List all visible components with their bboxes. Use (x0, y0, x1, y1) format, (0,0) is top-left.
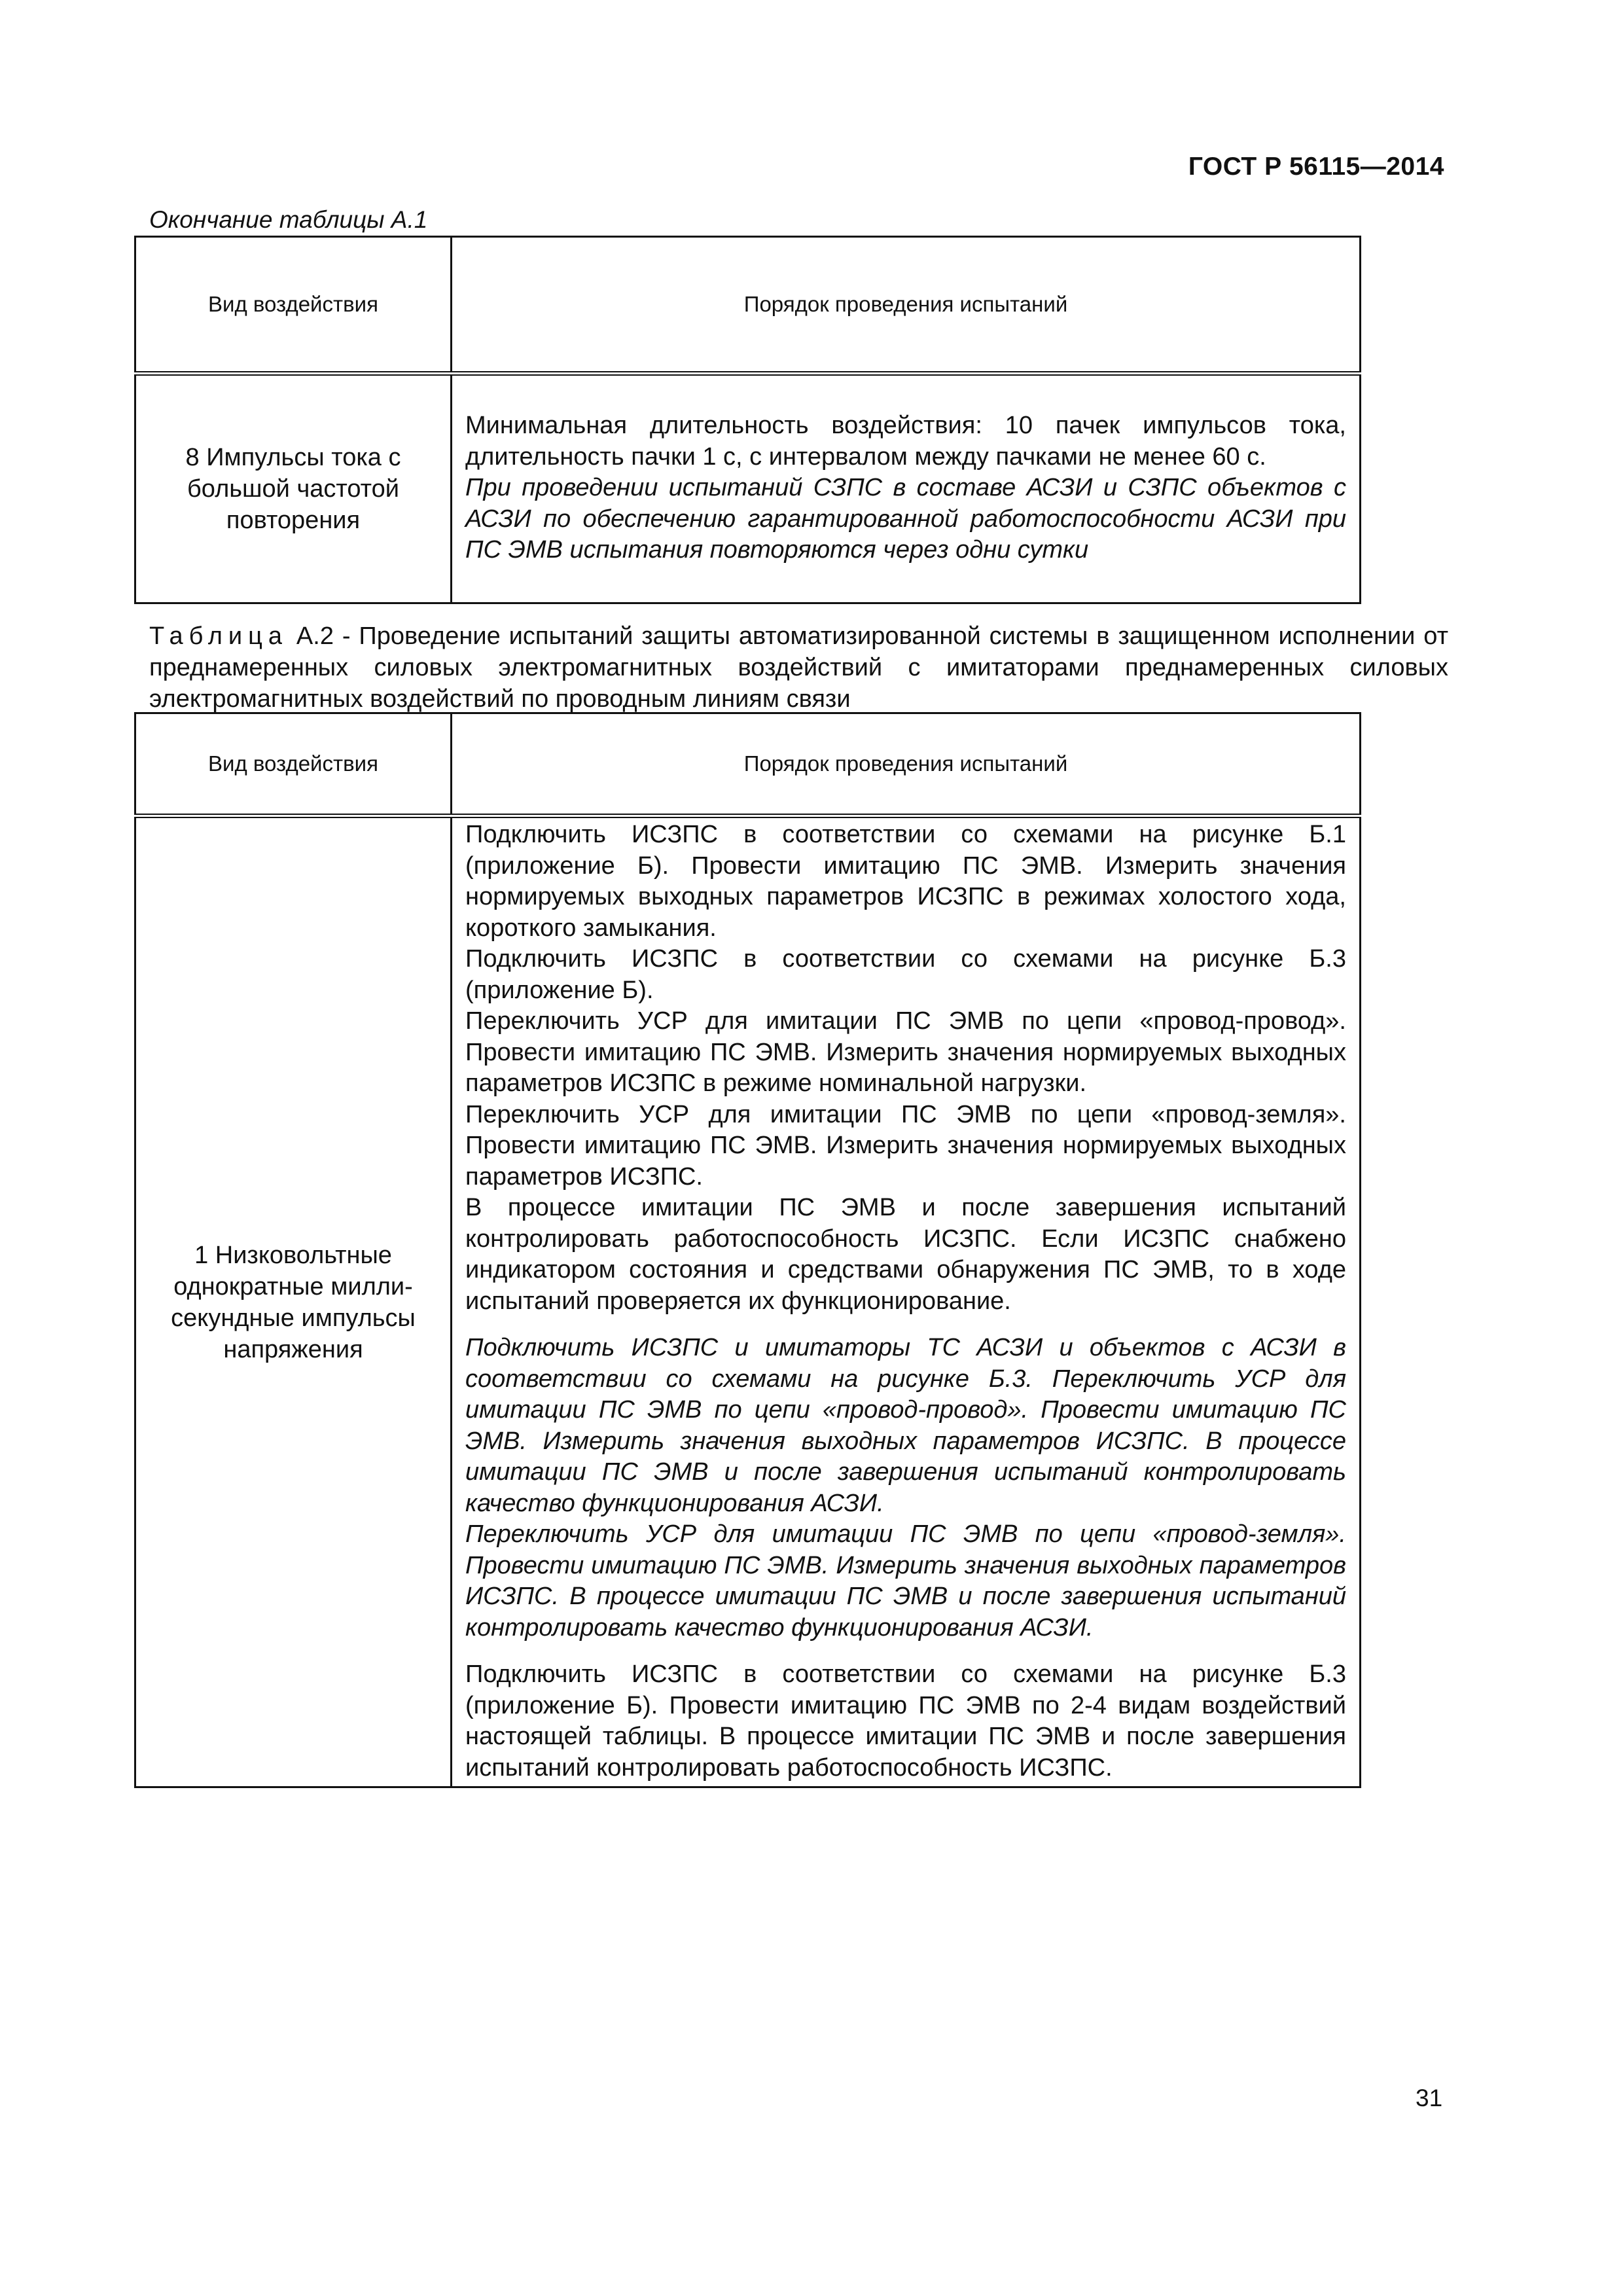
column-header-kind: Вид воздействия (135, 237, 452, 374)
standard-code: ГОСТ Р 56115—2014 (1188, 152, 1444, 181)
procedure-paragraph: В процессе имитации ПС ЭМВ и после завершения испытаний контролировать работоспособность ИСЗПС. Если ИСЗПС снабжено индикатором состояния и средствами обнаружения ПС ЭМВ, то в ходе испытаний проверяется их функционирование. (465, 1194, 1346, 1315)
table-header-row (135, 237, 1361, 374)
paragraph-gap (465, 1643, 1346, 1659)
table-a1-end (134, 236, 1361, 604)
page-number: 31 (1416, 2085, 1443, 2111)
paragraph-gap (465, 1317, 1346, 1333)
procedure-paragraph-italic: Подключить ИСЗПС и имитаторы ТС АСЗИ и объектов с АСЗИ в соответствии со схемами на рисунке Б.3. Переключить УСР для имитации ПС ЭМВ по цепи «провод-провод». Провести имитацию ПС ЭМВ. Измерить значения выходных параметров ИСЗПС. В процессе имитации ПС ЭМВ и после завершения испытаний контролировать качество функционирования АСЗИ. (465, 1334, 1346, 1517)
procedure-paragraph: Переключить УСР для имитации ПС ЭМВ по цепи «провод-земля». Провести имитацию ПС ЭМВ. Измерить значения нормируемых выходных параметров ИСЗПС. (465, 1100, 1346, 1191)
procedure-paragraph-italic: Переключить УСР для имитации ПС ЭМВ по цепи «провод-земля». Провести имитацию ПС ЭМВ. Измерить значения выходных параметров ИСЗПС. В процессе имитации ПС ЭМВ и после завершения испытаний контролировать качество функционирования АСЗИ. (465, 1520, 1346, 1641)
impact-kind-cell: 8 Импульсы тока с большой частотой повторения (135, 374, 452, 603)
column-header-kind: Вид воздействия (135, 713, 452, 816)
procedure-paragraph: Подключить ИСЗПС в соответствии со схемами на рисунке Б.3 (приложение Б). (465, 945, 1346, 1004)
column-header-procedure: Порядок проведения испытаний (452, 713, 1361, 816)
procedure-paragraph: Минимальная длительность воздействия: 10 пачек импульсов тока, длительность пачки 1 с, с интервалом между пачками не менее 60 с. (465, 412, 1346, 471)
table-title-text: А.2 - Проведение испытаний защиты автоматизированной системы в защищенном исполнении от преднамеренных силовых электромагнитных воздействий с имитаторами преднамеренных силовых электромагнитных воздействий по проводным линиям связи (149, 622, 1448, 713)
procedure-cell (452, 816, 1361, 1787)
table-header-row (135, 713, 1361, 816)
procedure-paragraph: Подключить ИСЗПС в соответствии со схемами на рисунке Б.3 (приложение Б). Провести имитацию ПС ЭМВ по 2-4 видам воздействий настоящей таблицы. В процессе имитации ПС ЭМВ и после завершения испытаний контролировать работоспособность ИСЗПС. (465, 1660, 1346, 1782)
table-a2 (134, 712, 1361, 1788)
procedure-paragraph: Подключить ИСЗПС в соответствии со схемами на рисунке Б.1 (приложение Б). Провести имитацию ПС ЭМВ. Измерить значения нормируемых выходных параметров ИСЗПС в режимах холостого хода, короткого замыкания. (465, 821, 1346, 942)
procedure-paragraph-italic: При проведении испытаний СЗПС в составе АСЗИ и СЗПС объектов с АСЗИ по обеспечению гарантированной работоспособности АСЗИ при ПС ЭМВ испытания повторяются через одни сутки (465, 474, 1346, 564)
impact-kind-cell: 1 Низковольтные однократные милли-секундные импульсы напряжения (135, 816, 452, 1787)
procedure-paragraph: Переключить УСР для имитации ПС ЭМВ по цепи «провод-провод». Провести имитацию ПС ЭМВ. Измерить значения нормируемых выходных параметров ИСЗПС в режиме номинальной нагрузки. (465, 1007, 1346, 1097)
table-a2-title (149, 620, 1448, 715)
table-row (135, 816, 1361, 1787)
table-label: Таблица (149, 622, 288, 650)
column-header-procedure: Порядок проведения испытаний (452, 237, 1361, 374)
procedure-cell (452, 374, 1361, 603)
table-row (135, 374, 1361, 603)
table-a1-continuation-caption: Окончание таблицы А.1 (149, 206, 428, 233)
